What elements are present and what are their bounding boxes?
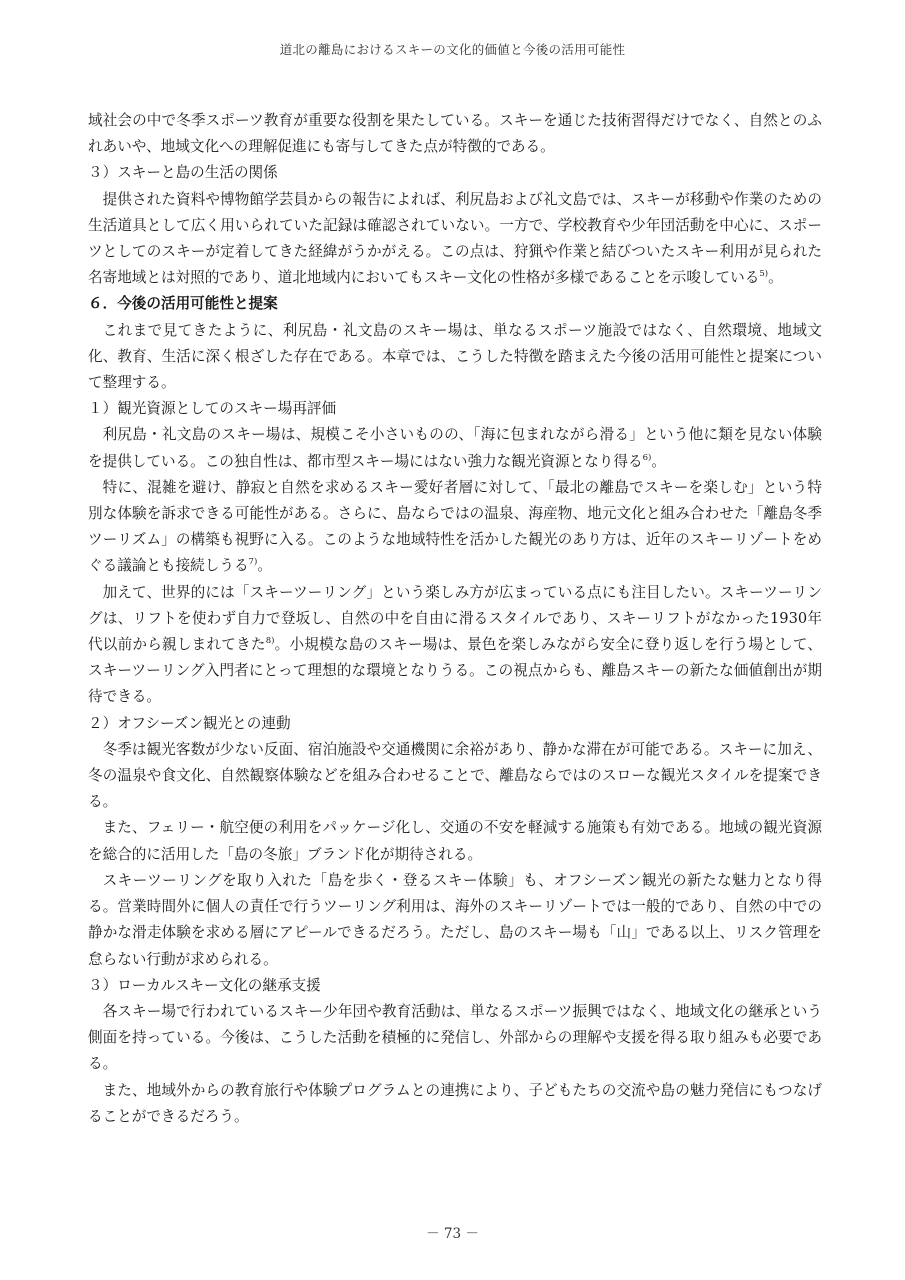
paragraph: 域社会の中で冬季スポーツ教育が重要な役割を果たしている。スキーを通じた技術習得だけでなく、自然とのふれあいや、地域文化への理解促進にも寄与してきた点が特徴的である。 [88, 112, 822, 156]
citation-ref: 6) [642, 452, 652, 463]
paragraph [88, 475, 822, 580]
paragraph-text: 提供された資料や博物館学芸員からの報告によれば、利尻島および礼文島では、スキーが移動や作業のための生活道具として広く用いられていた記録は確認されていない。一方で、学校教育や少年団活動を中心に、スポーツとしてのスキーが定着してきた経緯がうかがえる。この点は、狩猟や作業と結びついたスキー利用が見られた名寄地域とは対照的であり、道北地域内においてもスキー文化の性格が多様であることを示唆している [88, 190, 822, 287]
section-heading: ６．今後の活用可能性と提案 [88, 295, 278, 313]
paragraph-end: 。 [768, 269, 783, 287]
subsection-heading: ３）スキーと島の生活の関係 [88, 164, 278, 182]
paragraph [88, 187, 822, 292]
citation-ref: 5) [759, 269, 769, 280]
paragraph-end: 。 [651, 452, 666, 470]
paragraph: また、フェリー・航空便の利用をパッケージ化し、交通の不安を軽減する施策も有効である。地域の観光資源を総合的に活用した「島の冬旅」ブランド化が期待される。 [88, 819, 822, 863]
paragraph: 冬季は観光客数が少ない反面、宿泊施設や交通機関に余裕があり、静かな滞在が可能である。スキーに加え、冬の温泉や食文化、自然観察体験などを組み合わせることで、離島ならではのスローな観光スタイルを提案できる。 [88, 740, 822, 811]
subsection-heading: ３）ローカルスキー文化の継承支援 [88, 976, 321, 994]
subsection-heading: １）観光資源としてのスキー場再評価 [88, 400, 337, 418]
paragraph: また、地域外からの教育旅行や体験プログラムとの連携により、子どもたちの交流や島の魅力発信にもつなげることができるだろう。 [88, 1081, 822, 1125]
citation-ref: 8) [265, 636, 275, 647]
running-header: 道北の離島におけるスキーの文化的価値と今後の活用可能性 [279, 42, 626, 57]
paragraph [88, 422, 822, 474]
paragraph-text-cont: 。小規模な島のスキー場は、景色を楽しみながら安全に登り返しを行う場として、スキーツーリング入門者にとって理想的な環境となりうる。この視点からも、離島スキーの新たな価値創出が期待できる。 [88, 636, 822, 706]
paragraph [88, 580, 822, 711]
article-body [88, 108, 822, 1130]
paragraph-text: 特に、混雑を避け、静寂と自然を求めるスキー愛好者層に対して、「最北の離島でスキーを楽しむ」という特別な体験を訴求できる可能性がある。さらに、島ならではの温泉、海産物、地元文化と組み合わせた「離島冬季ツーリズム」の構築も視野に入る。このような地域特性を活かした観光のあり方は、近年のスキーリゾートをめぐる議論とも接続しうる [88, 478, 822, 575]
paragraph: スキーツーリングを取り入れた「島を歩く・登るスキー体験」も、オフシーズン観光の新たな魅力となり得る。営業時間外に個人の責任で行うツーリング利用は、海外のスキーリゾートでは一般的であり、自然の中での静かな滑走体験を求める層にアピールできるだろう。ただし、島のスキー場も「山」である以上、リスク管理を怠らない行動が求められる。 [88, 871, 822, 968]
paragraph: これまで見てきたように、利尻島・礼文島のスキー場は、単なるスポーツ施設ではなく、自然環境、地域文化、教育、生活に深く根ざした存在である。本章では、こうした特徴を踏まえた今後の活用可能性と提案について整理する。 [88, 321, 822, 392]
page-number: － 73 － [426, 1226, 479, 1242]
paragraph-end: 。 [257, 557, 272, 575]
citation-ref: 7) [248, 557, 258, 568]
paragraph-text: 加えて、世界的には「スキーツーリング」という楽しみ方が広まっている点にも注目したい。スキーツーリングは、リフトを使わず自力で登坂し、自然の中を自由に滑るスタイルであり、スキーリフトがなかった1930年代以前から親しまれてきた [88, 583, 822, 654]
paragraph: 各スキー場で行われているスキー少年団や教育活動は、単なるスポーツ振興ではなく、地域文化の継承という側面を持っている。今後は、こうした活動を積極的に発信し、外部からの理解や支援を得る取り組みも必要である。 [88, 1002, 822, 1073]
subsection-heading: ２）オフシーズン観光との連動 [88, 714, 291, 732]
paragraph-text: 利尻島・礼文島のスキー場は、規模こそ小さいものの、「海に包まれながら滑る」という他に類を見ない体験を提供している。この独自性は、都市型スキー場にはない強力な観光資源となり得る [88, 426, 822, 470]
